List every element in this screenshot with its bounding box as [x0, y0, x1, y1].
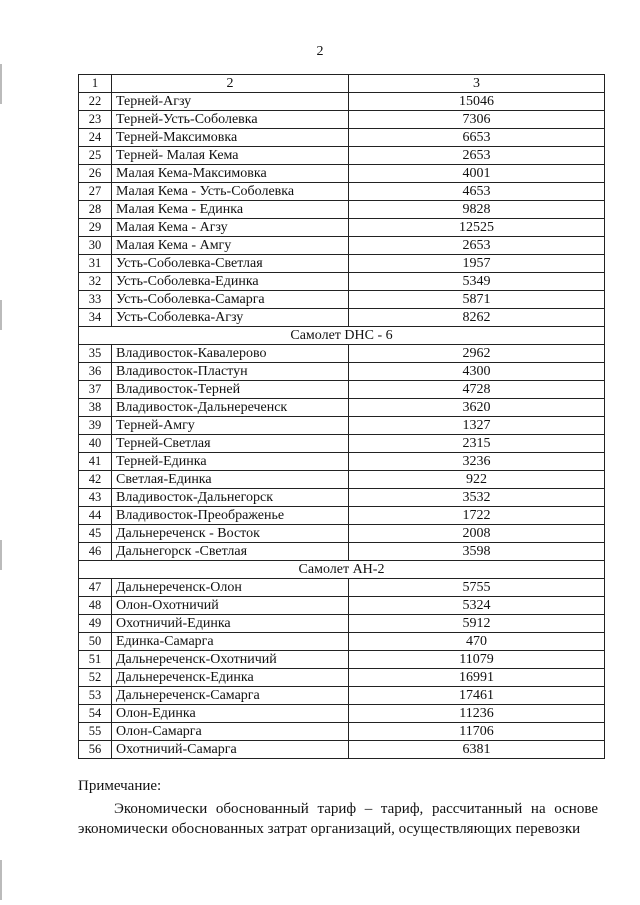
- row-number-cell: 54: [79, 705, 112, 723]
- route-cell: Единка-Самарга: [112, 633, 349, 651]
- table-row: [79, 633, 605, 651]
- table-row: [79, 705, 605, 723]
- row-number-cell: 51: [79, 651, 112, 669]
- row-number-cell: 27: [79, 183, 112, 201]
- route-cell: Дальнереченск - Восток: [112, 525, 349, 543]
- tariff-value-cell: 11079: [349, 651, 605, 669]
- table-row: [79, 111, 605, 129]
- route-cell: Малая Кема-Максимовка: [112, 165, 349, 183]
- route-cell: Светлая-Единка: [112, 471, 349, 489]
- route-cell: Владивосток-Пластун: [112, 363, 349, 381]
- route-cell: Усть-Соболевка-Единка: [112, 273, 349, 291]
- row-number-cell: 24: [79, 129, 112, 147]
- route-cell: Малая Кема - Агзу: [112, 219, 349, 237]
- table-row: [79, 435, 605, 453]
- tariff-value-cell: 2008: [349, 525, 605, 543]
- route-cell: Дальнереченск-Олон: [112, 579, 349, 597]
- tariff-value-cell: 16991: [349, 669, 605, 687]
- row-number-cell: 56: [79, 741, 112, 759]
- tariff-value-cell: 5349: [349, 273, 605, 291]
- route-cell: Дальнегорск -Светлая: [112, 543, 349, 561]
- row-number-cell: 23: [79, 111, 112, 129]
- scan-edge-mark: [0, 860, 2, 900]
- route-cell: Владивосток-Дальнереченск: [112, 399, 349, 417]
- route-cell: Олон-Самарга: [112, 723, 349, 741]
- tariff-value-cell: 11706: [349, 723, 605, 741]
- scan-edge-mark: [0, 300, 2, 330]
- row-number-cell: 42: [79, 471, 112, 489]
- table-row: [79, 183, 605, 201]
- route-cell: Охотничий-Самарга: [112, 741, 349, 759]
- route-cell: Владивосток-Кавалерово: [112, 345, 349, 363]
- tariff-value-cell: 3620: [349, 399, 605, 417]
- route-cell: Дальнереченск-Единка: [112, 669, 349, 687]
- header-cell: 2: [112, 75, 349, 93]
- tariff-value-cell: 1722: [349, 507, 605, 525]
- tariff-value-cell: 2315: [349, 435, 605, 453]
- row-number-cell: 44: [79, 507, 112, 525]
- row-number-cell: 41: [79, 453, 112, 471]
- note-title: Примечание:: [78, 778, 162, 794]
- row-number-cell: 52: [79, 669, 112, 687]
- table-row: [79, 597, 605, 615]
- table-row: [79, 579, 605, 597]
- table-row: [79, 201, 605, 219]
- route-cell: Олон-Охотничий: [112, 597, 349, 615]
- table-row: [79, 471, 605, 489]
- row-number-cell: 43: [79, 489, 112, 507]
- tariff-value-cell: 7306: [349, 111, 605, 129]
- tariff-value-cell: 5755: [349, 579, 605, 597]
- table-row: [79, 741, 605, 759]
- table-row: [79, 345, 605, 363]
- table-row: [79, 291, 605, 309]
- tariff-value-cell: 8262: [349, 309, 605, 327]
- note-text: Экономически обоснованный тариф – тариф, рассчитанный на основе экономически обоснованных затрат организаций, осуществляющих перевозки: [78, 801, 598, 837]
- route-cell: Терней- Малая Кема: [112, 147, 349, 165]
- tariff-table-body: [79, 75, 605, 759]
- route-cell: Терней-Амгу: [112, 417, 349, 435]
- tariff-value-cell: 12525: [349, 219, 605, 237]
- route-cell: Терней-Усть-Соболевка: [112, 111, 349, 129]
- table-header-row: [79, 75, 605, 93]
- route-cell: Владивосток-Преображенье: [112, 507, 349, 525]
- row-number-cell: 31: [79, 255, 112, 273]
- tariff-value-cell: 5912: [349, 615, 605, 633]
- table-row: [79, 525, 605, 543]
- row-number-cell: 40: [79, 435, 112, 453]
- route-cell: Дальнереченск-Охотничий: [112, 651, 349, 669]
- section-row: [79, 561, 605, 579]
- section-title: Самолет АН-2: [79, 561, 605, 579]
- row-number-cell: 39: [79, 417, 112, 435]
- table-row: [79, 237, 605, 255]
- route-cell: Малая Кема - Усть-Соболевка: [112, 183, 349, 201]
- route-cell: Малая Кема - Амгу: [112, 237, 349, 255]
- tariff-value-cell: 3532: [349, 489, 605, 507]
- tariff-value-cell: 6653: [349, 129, 605, 147]
- tariff-value-cell: 3236: [349, 453, 605, 471]
- route-cell: Олон-Единка: [112, 705, 349, 723]
- row-number-cell: 53: [79, 687, 112, 705]
- route-cell: Владивосток-Терней: [112, 381, 349, 399]
- row-number-cell: 28: [79, 201, 112, 219]
- row-number-cell: 32: [79, 273, 112, 291]
- tariff-value-cell: 2962: [349, 345, 605, 363]
- route-cell: Терней-Агзу: [112, 93, 349, 111]
- row-number-cell: 37: [79, 381, 112, 399]
- tariff-value-cell: 2653: [349, 147, 605, 165]
- tariff-value-cell: 2653: [349, 237, 605, 255]
- row-number-cell: 46: [79, 543, 112, 561]
- tariff-value-cell: 4300: [349, 363, 605, 381]
- tariff-value-cell: 922: [349, 471, 605, 489]
- row-number-cell: 47: [79, 579, 112, 597]
- route-cell: Терней-Максимовка: [112, 129, 349, 147]
- row-number-cell: 49: [79, 615, 112, 633]
- route-cell: Усть-Соболевка-Самарга: [112, 291, 349, 309]
- row-number-cell: 38: [79, 399, 112, 417]
- section-row: [79, 327, 605, 345]
- tariff-value-cell: 4001: [349, 165, 605, 183]
- row-number-cell: 50: [79, 633, 112, 651]
- route-cell: Дальнереченск-Самарга: [112, 687, 349, 705]
- table-row: [79, 363, 605, 381]
- route-cell: Владивосток-Дальнегорск: [112, 489, 349, 507]
- table-row: [79, 93, 605, 111]
- table-row: [79, 417, 605, 435]
- tariff-table: [78, 74, 605, 759]
- tariff-value-cell: 5324: [349, 597, 605, 615]
- tariff-value-cell: 470: [349, 633, 605, 651]
- tariff-value-cell: 1327: [349, 417, 605, 435]
- row-number-cell: 35: [79, 345, 112, 363]
- scan-edge-mark: [0, 540, 2, 570]
- table-row: [79, 651, 605, 669]
- table-row: [79, 489, 605, 507]
- table-row: [79, 309, 605, 327]
- row-number-cell: 22: [79, 93, 112, 111]
- table-row: [79, 219, 605, 237]
- route-cell: Усть-Соболевка-Агзу: [112, 309, 349, 327]
- route-cell: Охотничий-Единка: [112, 615, 349, 633]
- table-row: [79, 687, 605, 705]
- row-number-cell: 29: [79, 219, 112, 237]
- row-number-cell: 34: [79, 309, 112, 327]
- row-number-cell: 45: [79, 525, 112, 543]
- header-cell: 1: [79, 75, 112, 93]
- row-number-cell: 25: [79, 147, 112, 165]
- tariff-value-cell: 17461: [349, 687, 605, 705]
- table-row: [79, 381, 605, 399]
- tariff-value-cell: 3598: [349, 543, 605, 561]
- row-number-cell: 26: [79, 165, 112, 183]
- route-cell: Терней-Светлая: [112, 435, 349, 453]
- route-cell: Малая Кема - Единка: [112, 201, 349, 219]
- table-row: [79, 273, 605, 291]
- tariff-value-cell: 6381: [349, 741, 605, 759]
- header-cell: 3: [349, 75, 605, 93]
- table-row: [79, 129, 605, 147]
- tariff-value-cell: 11236: [349, 705, 605, 723]
- tariff-value-cell: 4728: [349, 381, 605, 399]
- table-row: [79, 507, 605, 525]
- table-row: [79, 399, 605, 417]
- tariff-value-cell: 1957: [349, 255, 605, 273]
- route-cell: Усть-Соболевка-Светлая: [112, 255, 349, 273]
- table-row: [79, 615, 605, 633]
- scan-edge-mark: [0, 64, 2, 104]
- route-cell: Терней-Единка: [112, 453, 349, 471]
- table-row: [79, 165, 605, 183]
- row-number-cell: 36: [79, 363, 112, 381]
- tariff-value-cell: 5871: [349, 291, 605, 309]
- table-row: [79, 723, 605, 741]
- table-row: [79, 543, 605, 561]
- row-number-cell: 30: [79, 237, 112, 255]
- row-number-cell: 55: [79, 723, 112, 741]
- tariff-value-cell: 15046: [349, 93, 605, 111]
- page-number: 2: [316, 44, 324, 59]
- table-row: [79, 147, 605, 165]
- row-number-cell: 48: [79, 597, 112, 615]
- section-title: Самолет DHC - 6: [79, 327, 605, 345]
- table-row: [79, 669, 605, 687]
- row-number-cell: 33: [79, 291, 112, 309]
- table-row: [79, 453, 605, 471]
- tariff-value-cell: 4653: [349, 183, 605, 201]
- table-row: [79, 255, 605, 273]
- tariff-value-cell: 9828: [349, 201, 605, 219]
